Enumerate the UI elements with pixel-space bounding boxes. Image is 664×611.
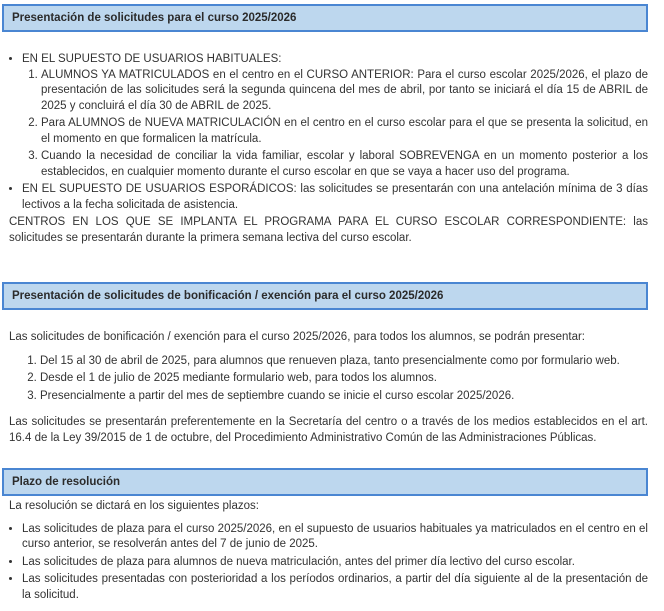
- list-item-sobrevenga: 3. Cuando la necesidad de conciliar la vida familiar, escolar y laboral SOBREVENGA en un momento posterior a los establecidos, en cualquier momento durante el curso escolar en que se vaya a hacer uso del programa.: [41, 149, 648, 180]
- section-presentacion-solicitudes: [2, 4, 648, 246]
- list-item-presencialmente-septiembre: 3. Presencialmente a partir del mes de septiembre cuando se inicie el curso escolar 2025/2026.: [40, 389, 648, 405]
- list-item-formulario-web: 2. Desde el 1 de julio de 2025 mediante formulario web, para todos los alumnos.: [40, 371, 648, 387]
- section-bonificacion-exencion: [2, 282, 648, 446]
- list-item-plazo-habituales: • Las solicitudes de plaza para el curso 2025/2026, en el supuesto de usuarios habituales ya matriculados en el centro en el curso anterior, se resolverán antes del 7 de junio de 2025.: [22, 522, 648, 553]
- list-item-plazo-nueva-matriculacion: • Las solicitudes de plaza para alumnos de nueva matriculación, antes del primer día lectivo del curso escolar.: [22, 555, 648, 571]
- section-header-presentacion-solicitudes: Presentación de solicitudes para el curso 2025/2026: [2, 4, 648, 32]
- list-item-usuarios-esporadicos: • EN EL SUPUESTO DE USUARIOS ESPORÁDICOS: las solicitudes se presentarán con una antelación mínima de 3 días lectivos a la fecha solicitada de asistencia.: [22, 182, 648, 213]
- paragraph-secretaria-ley: Las solicitudes se presentarán preferentemente en la Secretaría del centro o a través de los medios establecidos en el art. 16.4 de la Ley 39/2015 de 1 de octubre, del Procedimiento Administrativo Común de las Administraciones Públicas.: [9, 416, 648, 444]
- bullet-text-habituales: EN EL SUPUESTO DE USUARIOS HABITUALES:: [22, 53, 282, 65]
- numbered-list-bonificacion: [9, 354, 648, 405]
- list-item-renueven-plaza: 1. Del 15 al 30 de abril de 2025, para alumnos que renueven plaza, tanto presencialmente como por formulario web.: [40, 354, 648, 370]
- paragraph-resolucion-lead: La resolución se dictará en los siguientes plazos:: [9, 500, 259, 512]
- list-item-ya-matriculados: 1. ALUMNOS YA MATRICULADOS en el centro en el CURSO ANTERIOR: Para el curso escolar 2025/2026, el plazo de presentación de las solicitudes será la segunda quincena del mes de abril, por tanto se iniciará el día 15 de ABRIL de 2025 y concluirá el día 30 de ABRIL de 2025.: [41, 68, 648, 115]
- bullet-list-supuestos: [9, 52, 648, 213]
- section-header-bonificacion-exencion: Presentación de solicitudes de bonificación / exención para el curso 2025/2026: [2, 282, 648, 310]
- section-plazo-resolucion: [2, 468, 648, 603]
- numbered-list-habituales: [22, 68, 648, 181]
- bullet-list-plazos: [9, 522, 648, 604]
- list-item-nueva-matriculacion: 2. Para ALUMNOS de NUEVA MATRICULACIÓN en el centro en el curso escolar para el que se presenta la solicitud, en el momento en que formalicen la matrícula.: [41, 116, 648, 147]
- section-header-plazo-resolucion: Plazo de resolución: [2, 468, 648, 496]
- paragraph-centros-implanta: CENTROS EN LOS QUE SE IMPLANTA EL PROGRAMA PARA EL CURSO ESCOLAR CORRESPONDIENTE: las solicitudes se presentarán durante la primera semana lectiva del curso escolar.: [9, 216, 648, 244]
- list-item-plazo-posterioridad: • Las solicitudes presentadas con posterioridad a los períodos ordinarios, a partir del día siguiente al de la presentación de la solicitud.: [22, 572, 648, 603]
- paragraph-bonificacion-lead: Las solicitudes de bonificación / exención para el curso 2025/2026, para todos los alumnos, se podrán presentar:: [9, 331, 585, 343]
- list-item-usuarios-habituales: [22, 52, 648, 180]
